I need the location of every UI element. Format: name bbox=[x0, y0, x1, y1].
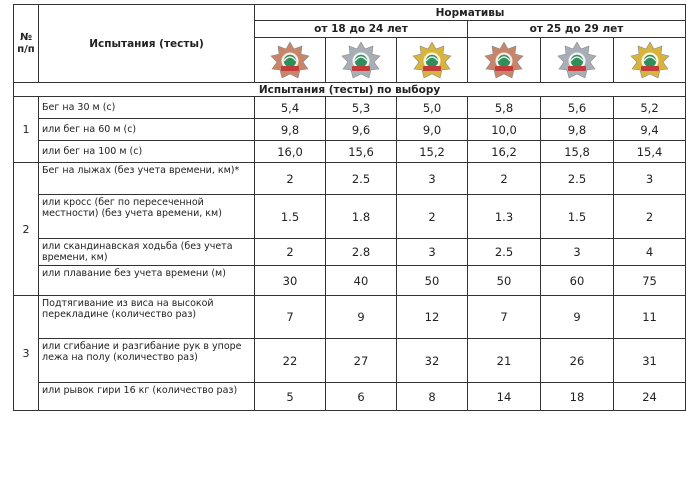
silver-badge-icon bbox=[555, 40, 599, 80]
table-row bbox=[14, 339, 686, 383]
norm-value: 26 bbox=[541, 339, 614, 383]
test-name: Бег на 30 м (с) bbox=[39, 97, 255, 119]
norm-value: 15,8 bbox=[541, 141, 614, 163]
norm-value: 5,8 bbox=[468, 97, 541, 119]
table-row bbox=[14, 266, 686, 296]
norm-value: 1.5 bbox=[541, 195, 614, 239]
norm-value: 2.5 bbox=[326, 163, 397, 195]
norm-value: 18 bbox=[541, 383, 614, 411]
norm-value: 16,0 bbox=[255, 141, 326, 163]
norm-value: 3 bbox=[541, 239, 614, 266]
bronze-badge-icon bbox=[268, 40, 312, 80]
test-name: или сгибание и разгибание рук в упоре лежа на полу (количество раз) bbox=[39, 339, 255, 383]
test-name: или бег на 60 м (с) bbox=[39, 119, 255, 141]
age-group-header bbox=[255, 21, 468, 38]
norm-value: 75 bbox=[614, 266, 686, 296]
norm-value: 2 bbox=[397, 195, 468, 239]
norm-value: 5,3 bbox=[326, 97, 397, 119]
norm-value: 2 bbox=[255, 239, 326, 266]
norm-value: 3 bbox=[614, 163, 686, 195]
norm-value: 15,2 bbox=[397, 141, 468, 163]
norm-value: 5 bbox=[255, 383, 326, 411]
norm-value: 60 bbox=[541, 266, 614, 296]
norm-value: 2 bbox=[614, 195, 686, 239]
norm-value: 9,0 bbox=[397, 119, 468, 141]
norm-value: 9,8 bbox=[541, 119, 614, 141]
norm-value: 2.5 bbox=[541, 163, 614, 195]
norm-value: 40 bbox=[326, 266, 397, 296]
num-header bbox=[14, 5, 39, 83]
norm-value: 1.3 bbox=[468, 195, 541, 239]
norms-header-label: Нормативы bbox=[435, 6, 505, 19]
norm-value: 32 bbox=[397, 339, 468, 383]
norm-value: 9 bbox=[541, 296, 614, 339]
norm-value: 5,0 bbox=[397, 97, 468, 119]
num-header-label: № п/п bbox=[17, 31, 35, 55]
norm-value: 24 bbox=[614, 383, 686, 411]
norm-value: 27 bbox=[326, 339, 397, 383]
norm-value: 10,0 bbox=[468, 119, 541, 141]
table-row bbox=[14, 141, 686, 163]
test-name: или рывок гири 16 кг (количество раз) bbox=[39, 383, 255, 411]
table-row bbox=[14, 195, 686, 239]
table-row bbox=[14, 119, 686, 141]
badge-cell bbox=[397, 38, 468, 83]
test-name: или бег на 100 м (с) bbox=[39, 141, 255, 163]
table-row bbox=[14, 296, 686, 339]
norm-value: 12 bbox=[397, 296, 468, 339]
test-name: Подтягивание из виса на высокой перекладине (количество раз) bbox=[39, 296, 255, 339]
norm-value: 21 bbox=[468, 339, 541, 383]
norm-value: 14 bbox=[468, 383, 541, 411]
badge-cell bbox=[468, 38, 541, 83]
norm-value: 22 bbox=[255, 339, 326, 383]
norm-value: 3 bbox=[397, 239, 468, 266]
age-group-label: от 25 до 29 лет bbox=[529, 23, 624, 35]
test-name: или скандинавская ходьба (без учета времени, км) bbox=[39, 239, 255, 266]
norm-value: 1.8 bbox=[326, 195, 397, 239]
norm-value: 15,6 bbox=[326, 141, 397, 163]
norm-value: 5,6 bbox=[541, 97, 614, 119]
norms-table bbox=[13, 4, 686, 411]
silver-badge-icon bbox=[339, 40, 383, 80]
badge-cell bbox=[255, 38, 326, 83]
table-row bbox=[14, 97, 686, 119]
norm-value: 50 bbox=[468, 266, 541, 296]
badge-cell bbox=[614, 38, 686, 83]
norm-value: 5,2 bbox=[614, 97, 686, 119]
norm-value: 2.8 bbox=[326, 239, 397, 266]
norm-value: 9,4 bbox=[614, 119, 686, 141]
norm-value: 6 bbox=[326, 383, 397, 411]
test-name: Бег на лыжах (без учета времени, км)* bbox=[39, 163, 255, 195]
norms-header bbox=[255, 5, 686, 21]
norm-value: 9,8 bbox=[255, 119, 326, 141]
row-number: 3 bbox=[14, 296, 39, 411]
tests-header-label: Испытания (тесты) bbox=[89, 37, 204, 50]
gold-badge-icon bbox=[410, 40, 454, 80]
row-number: 1 bbox=[14, 97, 39, 163]
bronze-badge-icon bbox=[482, 40, 526, 80]
age-group-header bbox=[468, 21, 686, 38]
norm-value: 9 bbox=[326, 296, 397, 339]
badge-cell bbox=[541, 38, 614, 83]
gold-badge-icon bbox=[628, 40, 672, 80]
norm-value: 5,4 bbox=[255, 97, 326, 119]
norm-value: 2 bbox=[468, 163, 541, 195]
section-title: Испытания (тесты) по выбору bbox=[258, 83, 441, 96]
test-name: или плавание без учета времени (м) bbox=[39, 266, 255, 296]
norm-value: 9,6 bbox=[326, 119, 397, 141]
section-header bbox=[14, 83, 686, 97]
norm-value: 7 bbox=[255, 296, 326, 339]
table-row bbox=[14, 163, 686, 195]
table-row bbox=[14, 239, 686, 266]
norm-value: 7 bbox=[468, 296, 541, 339]
norm-value: 50 bbox=[397, 266, 468, 296]
tests-header bbox=[39, 5, 255, 83]
row-number: 2 bbox=[14, 163, 39, 296]
table-row bbox=[14, 383, 686, 411]
norm-value: 8 bbox=[397, 383, 468, 411]
norm-value: 1.5 bbox=[255, 195, 326, 239]
norm-value: 4 bbox=[614, 239, 686, 266]
norm-value: 16,2 bbox=[468, 141, 541, 163]
norm-value: 31 bbox=[614, 339, 686, 383]
age-group-label: от 18 до 24 лет bbox=[314, 23, 408, 35]
norm-value: 2 bbox=[255, 163, 326, 195]
norm-value: 30 bbox=[255, 266, 326, 296]
norm-value: 2.5 bbox=[468, 239, 541, 266]
badge-cell bbox=[326, 38, 397, 83]
norm-value: 11 bbox=[614, 296, 686, 339]
test-name: или кросс (бег по пересеченной местности) (без учета времени, км) bbox=[39, 195, 255, 239]
norm-value: 3 bbox=[397, 163, 468, 195]
norm-value: 15,4 bbox=[614, 141, 686, 163]
